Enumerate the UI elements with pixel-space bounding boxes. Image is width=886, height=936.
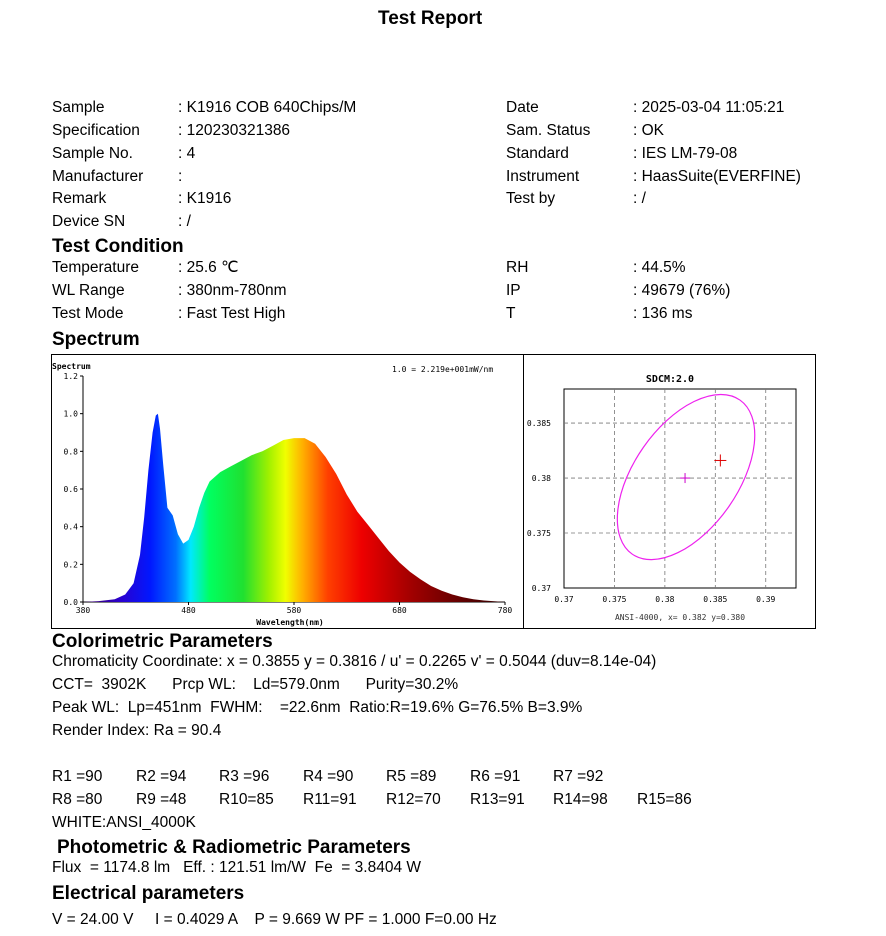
y-tick-label: 0.4 [63,522,78,532]
render-index-value: R2 =94 [136,768,187,785]
sdcm-x-tick-label: 0.37 [554,595,574,604]
condition-label: Temperature [52,259,140,276]
render-index-value: R8 =80 [52,791,103,808]
condition-label: T [506,305,516,322]
sdcm-x-tick-label: 0.38 [655,595,675,604]
render-index-value: R12=70 [386,791,441,808]
info-value: : IES LM-79-08 [633,145,738,162]
y-tick-label: 0.0 [63,598,78,607]
condition-value: : Fast Test High [178,305,286,322]
info-label: Sample No. [52,145,133,162]
condition-label: Test Mode [52,305,124,322]
info-value: : / [633,190,646,207]
info-label: Standard [506,145,569,162]
render-index-value: R1 =90 [52,768,103,785]
spectrum-heading: Spectrum [52,329,140,350]
condition-value: : 25.6 ℃ [178,259,239,276]
info-label: Specification [52,122,140,139]
sdcm-x-tick-label: 0.385 [703,595,728,604]
sdcm-x-tick-label: 0.39 [756,595,776,604]
info-value: : OK [633,122,665,139]
photometric-heading: Photometric & Radiometric Parameters [57,837,411,858]
white-standard: WHITE:ANSI_4000K [52,814,196,831]
sdcm-y-tick-label: 0.38 [531,474,551,484]
y-tick-label: 1.0 [63,409,78,419]
render-index-value: R9 =48 [136,791,187,808]
render-index-value: R4 =90 [303,768,354,785]
spectrum-panel [51,354,816,629]
condition-label: WL Range [52,282,125,299]
x-tick-label: 780 [497,606,513,615]
test-condition-heading: Test Condition [52,236,184,257]
condition-value: : 380nm-780nm [178,282,287,299]
colorimetric-line: Chromaticity Coordinate: x = 0.3855 y = 0.3816 / u' = 0.2265 v' = 0.5044 (duv=8.14e-04) [52,653,657,670]
info-value: : K1916 COB 640Chips/M [178,99,357,116]
render-index-value: R7 =92 [553,768,604,785]
x-axis-label: Wavelength(nm) [256,618,324,627]
render-index-value: R13=91 [470,791,525,808]
render-index-value: R6 =91 [470,768,521,785]
sdcm-y-tick-label: 0.385 [526,419,551,429]
condition-label: RH [506,259,529,276]
condition-value: : 49679 (76%) [633,282,731,299]
sdcm-title: SDCM:2.0 [645,374,695,385]
colorimetric-line: Peak WL: Lp=451nm FWHM: =22.6nm Ratio:R=19.6% G=76.5% B=3.9% [52,699,583,716]
info-label: Device SN [52,213,126,230]
y-tick-label: 0.2 [63,560,78,570]
x-tick-label: 480 [181,606,196,615]
render-index-value: R3 =96 [219,768,270,785]
photometric-line: Flux = 1174.8 lm Eff. : 121.51 lm/W Fe = 3.8404 W [52,859,422,876]
sdcm-x-tick-label: 0.375 [602,595,627,604]
colorimetric-line: CCT= 3902K Prcp WL: Ld=579.0nm Purity=30.2% [52,676,459,693]
info-value: : [178,168,183,185]
y-tick-label: 0.6 [63,485,78,494]
render-index-value: R14=98 [553,791,608,808]
page-title: Test Report [378,8,483,29]
render-index-value: R11=91 [303,791,357,808]
y-tick-label: 0.8 [63,447,78,457]
sdcm-footer: ANSI-4000, x= 0.382 y=0.380 [614,613,746,622]
info-label: Instrument [506,168,580,185]
x-tick-label: 680 [392,606,407,615]
info-label: Test by [506,190,556,207]
x-tick-label: 580 [286,606,302,615]
sdcm-y-tick-label: 0.37 [531,584,551,593]
electrical-heading: Electrical parameters [52,883,245,904]
condition-label: IP [506,282,521,299]
sdcm-y-tick-label: 0.375 [526,529,551,539]
x-tick-label: 380 [75,606,91,615]
info-value: : HaasSuite(EVERFINE) [633,168,801,185]
colorimetric-heading: Colorimetric Parameters [52,631,273,652]
info-label: Sam. Status [506,122,591,139]
colorimetric-line: Render Index: Ra = 90.4 [52,722,222,739]
info-value: : 4 [178,145,196,162]
spectrum-chart-label: Spectrum [52,362,91,371]
y-tick-label: 1.2 [63,372,78,381]
render-index-value: R10=85 [219,791,274,808]
info-value: : K1916 [178,190,232,207]
condition-value: : 44.5% [633,259,686,276]
info-label: Manufacturer [52,168,144,185]
panel-divider [523,354,524,629]
info-label: Sample [52,99,105,116]
render-index-value: R5 =89 [386,768,437,785]
info-value: : / [178,213,191,230]
info-label: Date [506,99,539,116]
info-label: Remark [52,190,107,207]
electrical-line: V = 24.00 V I = 0.4029 A P = 9.669 W PF = 1.000 F=0.00 Hz [52,911,497,928]
render-index-value: R15=86 [637,791,692,808]
info-value: : 2025-03-04 11:05:21 [633,99,785,116]
info-value: : 120230321386 [178,122,291,139]
condition-value: : 136 ms [633,305,693,322]
scale-note: 1.0 = 2.219e+001mW/nm [392,365,494,374]
